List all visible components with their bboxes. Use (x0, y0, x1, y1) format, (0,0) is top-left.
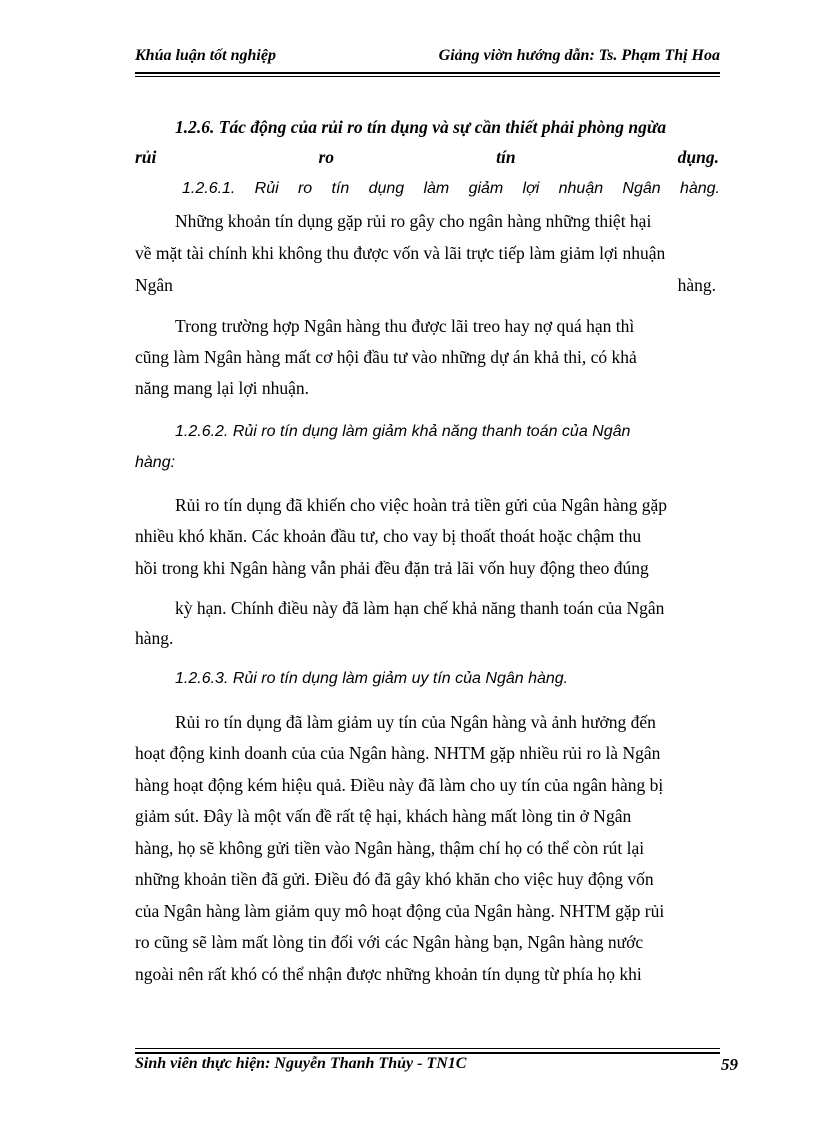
sub1-p2-line2: cũng làm Ngân hàng mất cơ hội đầu tư vào những dự án khả thi, có khả (135, 347, 637, 367)
sub3-p1-line1: Rủi ro tín dụng đã làm giảm uy tín của Ngân hàng và ảnh hưởng đến (175, 712, 656, 732)
sub3-p1-line8: ro cũng sẽ làm mất lòng tin đối với các Ngân hàng bạn, Ngân hàng nước (135, 932, 644, 952)
section-title-line2: rủi ro tín dụng. (135, 147, 719, 167)
sub3-p1-line6: những khoản tiền đã gửi. Điều đó đã gây khó khăn cho việc huy động vốn (135, 869, 654, 889)
sub2-p1-line5: hàng. (135, 628, 174, 648)
section-title-line1: 1.2.6. Tác động của rủi ro tín dụng và sự cần thiết phải phòng ngừa (175, 117, 667, 137)
sub1-p2-line1: Trong trường hợp Ngân hàng thu được lãi treo hay nợ quá hạn thì (175, 316, 635, 336)
sub3-p1-line7: của Ngân hàng làm giảm quy mô hoạt động của Ngân hàng. NHTM gặp rủi (135, 901, 665, 921)
sub2-p1-line1: Rủi ro tín dụng đã khiến cho việc hoàn trả tiền gửi của Ngân hàng gặp (175, 495, 668, 515)
footer-rule (135, 1052, 720, 1054)
sub2-p1-line3: hồi trong khi Ngân hàng vẫn phải đều đặn trả lãi vốn huy động theo đúng (135, 558, 649, 578)
page-footer (135, 1055, 738, 1075)
sub1-p1-line2: về mặt tài chính khi không thu được vốn và lãi trực tiếp làm giảm lợi nhuận (135, 243, 666, 263)
sub1-p2-line3: năng mang lại lợi nhuận. (135, 378, 310, 398)
sub3-p1-line4: giảm sút. Đây là một vấn đề rất tệ hại, khách hàng mất lòng tin ở Ngân (135, 806, 632, 826)
sub1-heading: 1.2.6.1. Rủi ro tín dụng làm giảm lợi nhuận Ngân hàng. (182, 180, 720, 197)
page-number: 59 (721, 1055, 738, 1074)
sub1-p1-line1: Những khoản tín dụng gặp rủi ro gây cho ngân hàng những thiệt hại (175, 211, 652, 231)
sub3-heading: 1.2.6.3. Rủi ro tín dụng làm giảm uy tín của Ngân hàng. (175, 670, 569, 687)
footer-author: Sinh viên thực hiện: Nguyễn Thanh Thủy - TN1C (135, 1055, 467, 1072)
header-rule-thin (135, 76, 720, 77)
header-right: Giảng viờn hướng dẫn: Ts. Phạm Thị Hoa (438, 47, 720, 64)
sub1-p1-line3: Ngân hàng. (135, 275, 716, 295)
sub3-p1-line5: hàng, họ sẽ không gửi tiền vào Ngân hàng, thậm chí họ có thể còn rút lại (135, 838, 645, 858)
sub2-heading-line2: hàng: (135, 454, 176, 471)
header-rule (135, 72, 720, 74)
sub2-heading-line1: 1.2.6.2. Rủi ro tín dụng làm giảm khả năng thanh toán của Ngân (175, 423, 631, 440)
sub2-p1-line2: nhiều khó khăn. Các khoản đầu tư, cho vay bị thoất thoát hoặc chậm thu (135, 526, 642, 546)
page-header (135, 47, 720, 65)
header-left: Khúa luận tốt nghiệp (135, 47, 276, 64)
sub3-p1-line9: ngoài nên rất khó có thể nhận được những khoản tín dụng từ phía họ khi (135, 964, 642, 984)
sub3-p1-line3: hàng hoạt động kém hiệu quả. Điều này đã làm cho uy tín của ngân hàng bị (135, 775, 664, 795)
sub2-p1-line4: kỳ hạn. Chính điều này đã làm hạn chế khả năng thanh toán của Ngân (175, 598, 665, 618)
sub3-p1-line2: hoạt động kinh doanh của của Ngân hàng. NHTM gặp nhiều rủi ro là Ngân (135, 743, 661, 763)
footer-rule-thin (135, 1048, 720, 1049)
